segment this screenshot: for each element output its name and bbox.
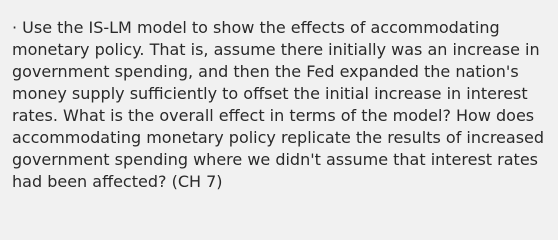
- question-text: · Use the IS-LM model to show the effects of accommodating monetary policy. That is, assume there initially was an increase in government spending, and then the Fed expanded the nation's money supply sufficiently to offset the initial increase in interest rates. What is the overall effect in terms of the model? How does accommodating monetary policy replicate the results of increased government spending where we didn't assume that interest rates had been affected? (CH 7): [12, 18, 545, 191]
